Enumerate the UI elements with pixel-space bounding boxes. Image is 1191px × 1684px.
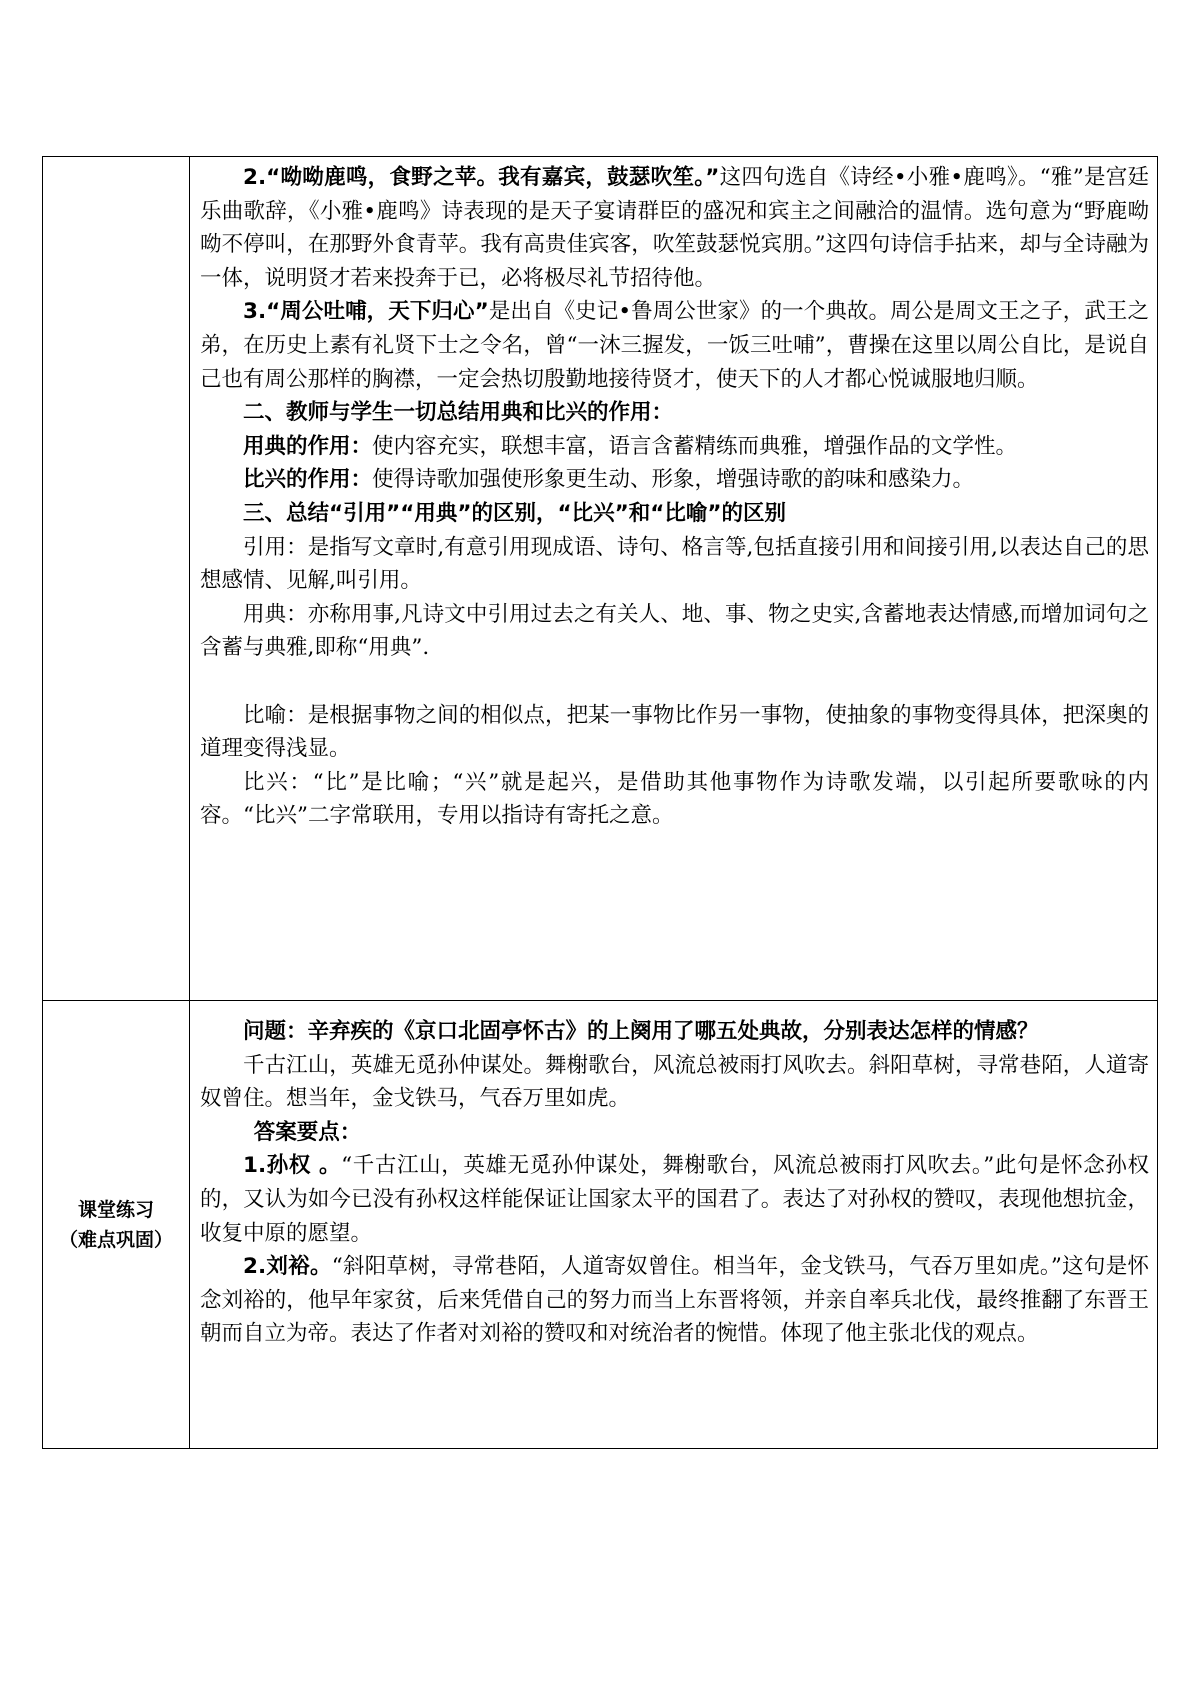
answer-sunquan-label: 1.孙权 。 xyxy=(243,1153,342,1179)
heading-summary-difference: 三、总结“引用”“用典”的区别，“比兴”和“比喻”的区别 xyxy=(243,500,787,526)
content-block xyxy=(190,157,1157,833)
label-bixing-function: 比兴的作用： xyxy=(243,467,373,493)
content-cell xyxy=(190,157,1158,1001)
answer-liuyu-label: 2.刘裕。 xyxy=(243,1254,332,1280)
paragraph-bixing-function: 比兴的作用：使得诗歌加强使形象更生动、形象，增强诗歌的韵味和感染力。 xyxy=(243,467,975,493)
blank-line xyxy=(200,665,1149,699)
answer-liuyu: 2.刘裕。“斜阳草树，寻常巷陌，人道寄奴曾住。相当年，金戈铁马，气吞万里如虎。”这句是怀念刘裕的，他早年家贫，后来凭借自己的努力而当上东晋将领，并亲自率兵北伐，最终推翻了东晋王朝而自立为帝。表达了作者对刘裕的赞叹和对统治者的惋惜。体现了他主张北伐的观点。 xyxy=(200,1254,1149,1347)
table-row-content xyxy=(43,157,1158,1001)
paragraph-luming xyxy=(200,161,1149,295)
quote-luming: 2.“呦呦鹿鸣，食野之苹。我有嘉宾，鼓瑟吹笙。” xyxy=(243,165,720,190)
answer-sunquan: 1.孙权 。“千古江山，英雄无觅孙仲谋处，舞榭歌台，风流总被雨打风吹去。”此句是怀念孙权的，又认为如今已没有孙权这样能保证让国家太平的国君了。表达了对孙权的赞叹，表现他想抗金，收复中原的愿望。 xyxy=(200,1153,1149,1246)
paragraph-yongdian: 用典：亦称用事,凡诗文中引用过去之有关人、地、事、物之史实,含蓄地表达情感,而增加词句之含蓄与典雅,即称“用典”. xyxy=(200,601,1149,661)
exercise-content-cell xyxy=(190,1001,1158,1449)
text-zhougong: 是出自《史记•鲁周公世家》的一个典故。周公是周文王之子，武王之弟，在历史上素有礼贤下士之令名，曾“一沐三握发，一饭三吐哺”，曹操在这里以周公自比，是说自己也有周公那样的胸襟，一定会热切殷勤地接待贤才，使天下的人才都心悦诚服地归顺。 xyxy=(200,299,1150,392)
text-luming: 这四句选自《诗经•小雅•鹿鸣》。“雅”是宫廷乐曲歌辞，《小雅•鹿鸣》诗表现的是天子宴请群臣的盛况和宾主之间融洽的温情。选句意为“野鹿呦呦不停叫，在那野外食青苹。我有高贵佳宾客，吹笙鼓瑟悦宾朋。”这四句诗信手拈来，却与全诗融为一体，说明贤才若来投奔于已，必将极尽礼节招待他。 xyxy=(200,165,1150,291)
label-yongdian-function: 用典的作用： xyxy=(243,433,373,459)
poem-text: 千古江山，英雄无觅孙仲谋处。舞榭歌台，风流总被雨打风吹去。斜阳草树，寻常巷陌，人道寄奴曾住。想当年，金戈铁马，气吞万里如虎。 xyxy=(200,1052,1149,1112)
quote-zhougong: 3.“周公吐哺，天下归心” xyxy=(243,299,489,325)
exercise-block xyxy=(190,1001,1157,1351)
heading-summary-function: 二、教师与学生一切总结用典和比兴的作用： xyxy=(243,400,674,426)
paragraph-yinyong: 引用：是指写文章时,有意引用现成语、诗句、格言等,包括直接引用和间接引用,以表达自己的思想感情、见解,叫引用。 xyxy=(200,534,1149,594)
exercise-label: 课堂练习 （难点巩固） xyxy=(58,1198,173,1251)
table-row-exercise xyxy=(43,1001,1158,1449)
exercise-label-cell xyxy=(43,1001,190,1449)
answer-heading: 答案要点： xyxy=(253,1119,362,1145)
paragraph-zhougong xyxy=(200,295,1149,396)
question-text: 问题：辛弃疾的《京口北固亭怀古》的上阕用了哪五处典故，分别表达怎样的情感？ xyxy=(243,1019,1039,1044)
lesson-plan-table xyxy=(42,156,1158,1449)
paragraph-biyu: 比喻：是根据事物之间的相似点，把某一事物比作另一事物，使抽象的事物变得具体，把深奥的道理变得浅显。 xyxy=(200,702,1149,762)
paragraph-yongdian-function: 用典的作用：使内容充实，联想丰富，语言含蓄精练而典雅，增强作品的文学性。 xyxy=(243,433,1018,459)
paragraph-bixing: 比兴：“比”是比喻；“兴”就是起兴，是借助其他事物作为诗歌发端，以引起所要歌咏的内容。“比兴”二字常联用，专用以指诗有寄托之意。 xyxy=(200,769,1149,829)
empty-label-cell xyxy=(43,157,190,1001)
